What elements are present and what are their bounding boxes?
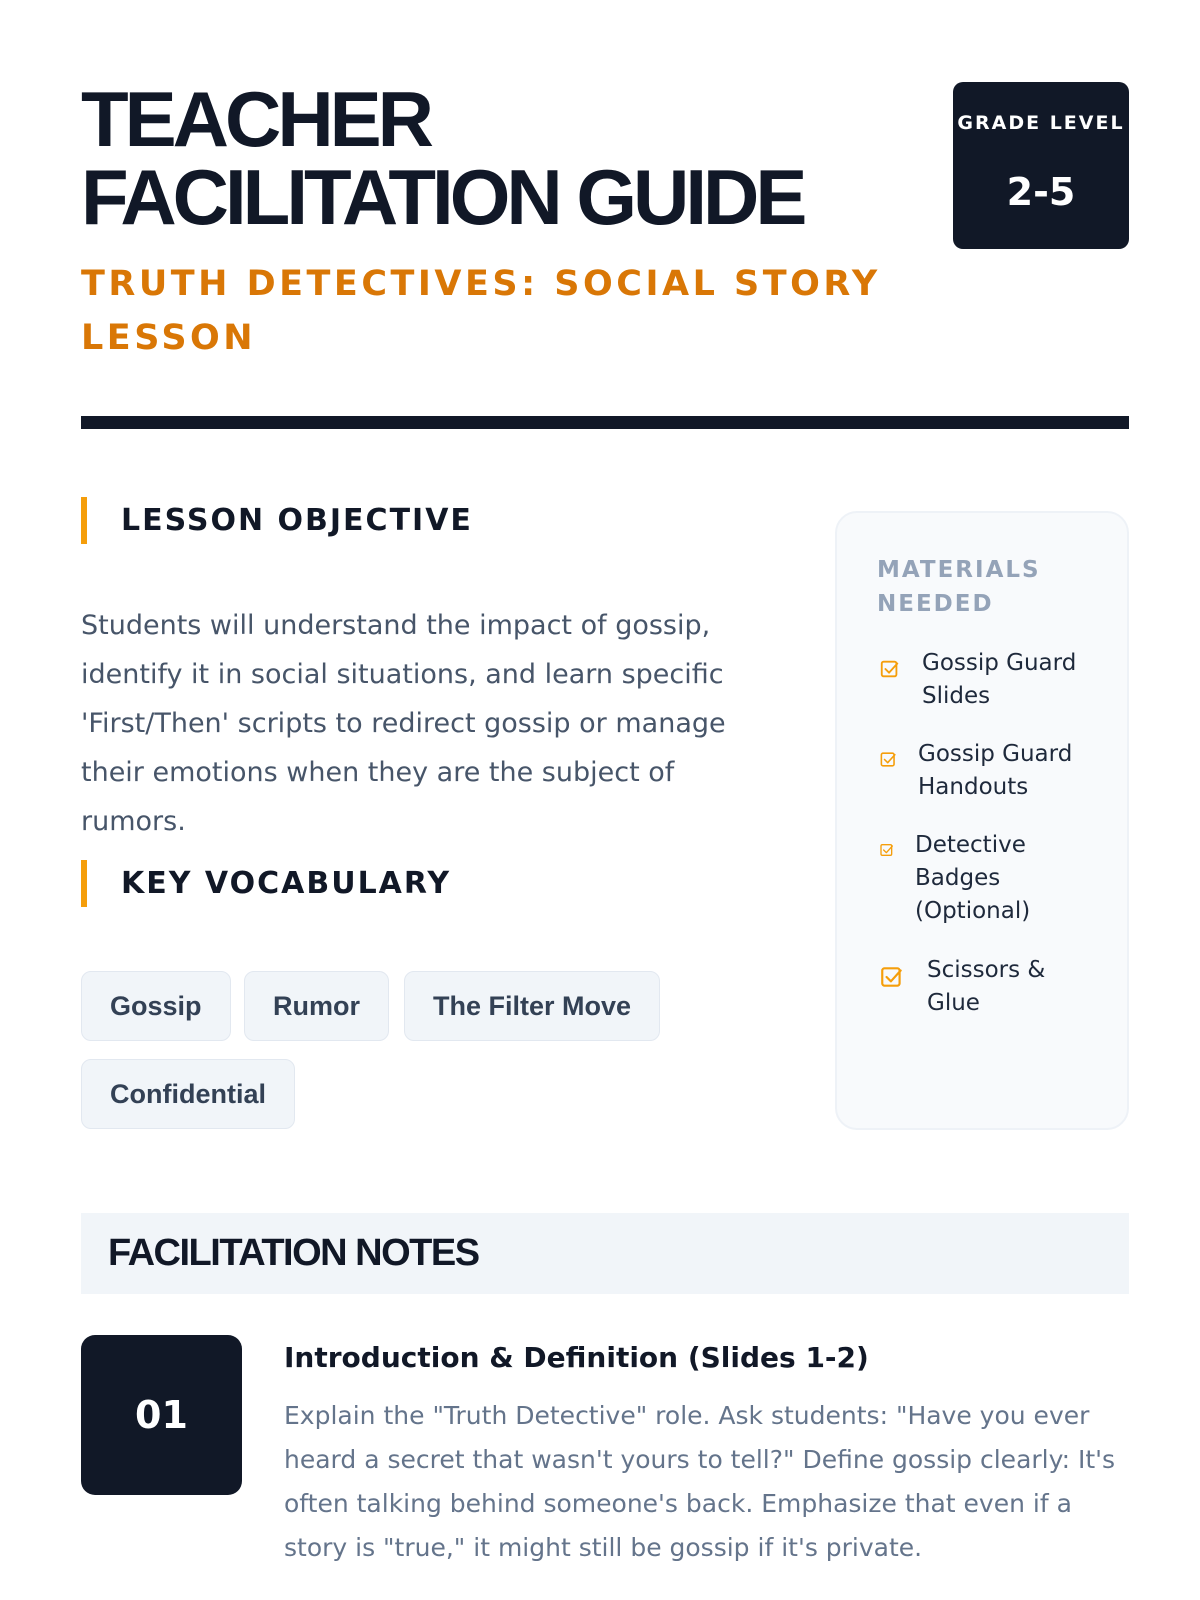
vocab-chip-gossip: Gossip (81, 971, 231, 1041)
lesson-objective-heading: LESSON OBJECTIVE (81, 497, 473, 544)
checkbox-icon (879, 750, 898, 769)
key-vocabulary-heading: KEY VOCABULARY (81, 860, 451, 907)
materials-heading: MATERIALS NEEDED (877, 557, 1041, 617)
checkbox-icon (879, 842, 895, 858)
material-label: Gossip Guard Handouts (918, 741, 1073, 800)
step-title: Introduction & Definition (Slides 1-2) (284, 1341, 869, 1374)
lesson-objective-text: Students will understand the impact of gossip, identify it in social situations, and learn specific 'First/Then' scripts to redirect gossip or manage their emotions when they are the subject of rumors. (81, 610, 726, 837)
material-label: Scissors & Glue (927, 957, 1046, 1016)
grade-level-value: 2-5 (1006, 170, 1076, 214)
page-title (81, 75, 901, 241)
grade-level-badge (953, 82, 1129, 249)
header-divider (81, 416, 1129, 429)
material-label: Gossip Guard Slides (922, 650, 1077, 709)
vocab-chip-confidential: Confidential (81, 1059, 295, 1129)
title-line-1: TEACHER (81, 75, 431, 163)
step-number-badge: 01 (81, 1335, 242, 1495)
material-label: Detective Badges (Optional) (915, 832, 1031, 924)
checkbox-icon (879, 658, 901, 680)
title-line-2: FACILITATION GUIDE (81, 153, 804, 241)
grade-level-label: GRADE LEVEL (957, 112, 1125, 134)
facilitation-notes-heading: FACILITATION NOTES (81, 1213, 1129, 1294)
step-description: Explain the "Truth Detective" role. Ask students: "Have you ever heard a secret that wasn't yours to tell?" Define gossip clearly: It's often talking behind someone's back. Emphasize that even if a story is "true," it might still be gossip if it's private. (284, 1401, 1116, 1562)
materials-card (835, 511, 1129, 1130)
checkbox-icon (879, 964, 905, 990)
vocab-chip-rumor: Rumor (244, 971, 389, 1041)
vocab-chip-filter-move: The Filter Move (404, 971, 660, 1041)
page-subtitle: TRUTH DETECTIVES: SOCIAL STORY LESSON (81, 264, 881, 358)
